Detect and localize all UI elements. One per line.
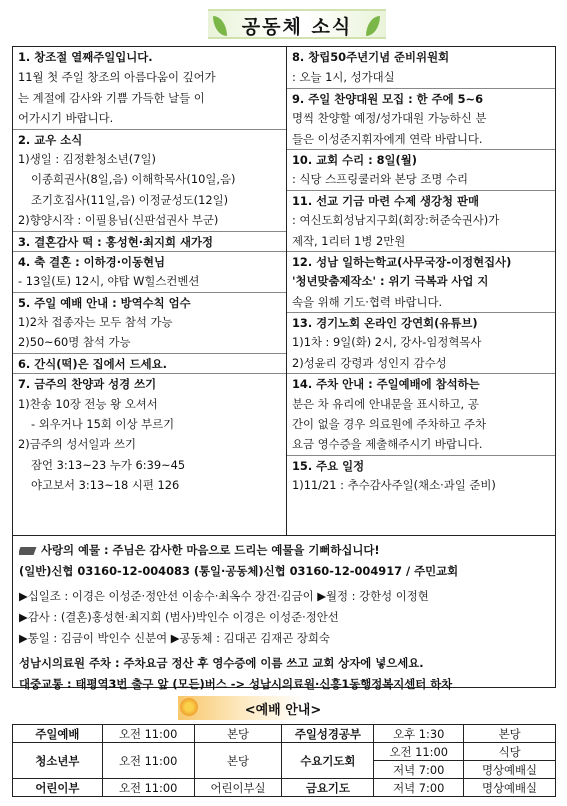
news-item-text: 명씩 찬양할 예정/성가대원 가능하신 분 — [292, 111, 487, 126]
news-item-text: 1)2차 접종자는 모두 참석 가능 — [18, 315, 173, 330]
offering-box — [12, 536, 556, 691]
news-item-heading: 6. 간식(떡)은 집에서 드세요. — [13, 353, 286, 373]
worship-schedule-table — [12, 724, 556, 797]
news-item-text: 이종희권사(8일,음) 이해학목사(10일,음) — [31, 172, 236, 187]
news-item-text: 2)성윤리 강령과 성인지 감수성 — [292, 355, 447, 370]
news-item-heading: 4. 축 결혼 : 이하경·이동현님 — [13, 251, 286, 271]
service-name: 어린이부 — [13, 779, 103, 797]
news-item-text: 요금 영수증을 제출해주시기 바랍니다. — [292, 437, 483, 452]
service-time: 오전 11:00 — [102, 725, 194, 743]
news-item-text: 11월 첫 주일 창조의 아름다움이 깊어가 — [18, 70, 216, 85]
news-item-text: 1)찬송 10장 전능 왕 오셔서 — [18, 396, 158, 411]
news-item-heading: 5. 주일 예배 안내 : 방역수칙 엄수 — [13, 292, 286, 312]
news-item-heading: 8. 창립50주년기념 준비위원회 — [292, 50, 450, 64]
news-item-text: 2)50~60명 참석 가능 — [18, 335, 131, 350]
news-item-text: 조기호집사(11일,음) 이정균성도(12일) — [31, 192, 229, 207]
news-left-column — [13, 47, 287, 535]
service-name: 주일예배 — [13, 725, 103, 743]
title-banner — [0, 6, 567, 42]
news-item-text: 1)1차 : 9일(화) 2시, 강사-임정혁목사 — [292, 335, 482, 350]
news-item-text: : 여신도회성남지구회(회장:허준숙권사)가 — [292, 213, 500, 228]
service-place: 본당 — [464, 725, 556, 743]
table-row — [13, 725, 556, 743]
service-name: 청소년부 — [13, 743, 103, 779]
news-item-text: - 13일(토) 12시, 야탑 W힐스컨벤션 — [18, 274, 200, 289]
service-time: 오전 11:00 — [374, 743, 464, 761]
worship-title: <예배 안내> — [244, 703, 322, 718]
service-place: 본당 — [194, 743, 282, 779]
transit-info: 대중교통 : 태평역3번 출구 앞 (모든)버스 -> 성남시의료원·신흥1동행정복지센터 하차 — [19, 677, 453, 691]
table-row — [13, 779, 556, 797]
donor-line: ▶십일조 : 이경은 이성준·정안선 이송수·최옥수 장건·김금이 ▶월정 : 강한성 이정현 — [19, 589, 429, 603]
news-box — [12, 46, 556, 536]
offering-accounts: (일반)신협 03160-12-004083 (통일·공동체)신협 03160-12-004917 / 주민교회 — [19, 564, 459, 578]
news-item-heading: 12. 성남 일하는학교(사무국장-이정현집사) — [287, 251, 555, 271]
news-item-text: 1)11/21 : 추수감사주일(채소·과일 준비) — [292, 478, 496, 493]
news-item-text: 들은 이성준지휘자에게 연락 바랍니다. — [292, 131, 483, 146]
service-name: 수요기도회 — [282, 743, 374, 779]
news-item-text: 분은 차 유리에 안내문을 표시하고, 공 — [292, 396, 479, 411]
news-item-text: 제작, 1리터 1병 2만원 — [292, 233, 406, 248]
service-place: 명상예배실 — [464, 761, 556, 779]
donor-line: ▶통일 : 김금이 박인수 신분여 ▶공동체 : 김대곤 김재곤 장희숙 — [19, 631, 330, 645]
news-item-heading: 14. 주차 안내 : 주일예배에 참석하는 — [287, 373, 555, 393]
news-item-heading: 15. 주요 일정 — [287, 455, 555, 475]
worship-title-banner — [0, 696, 567, 722]
news-item-heading: 11. 선교 기금 마련 수제 생강청 판매 — [287, 190, 555, 210]
news-item-text: 잠언 3:13~23 누가 6:39~45 — [31, 457, 186, 472]
offering-headline-row — [19, 540, 549, 561]
news-item-heading: 13. 경기노회 온라인 강연회(유튜브) — [287, 312, 555, 332]
news-item-text: 는 계절에 감사와 기쁨 가득한 날들 이 — [18, 90, 205, 105]
service-place: 본당 — [194, 725, 282, 743]
news-item-text: 속을 위해 기도·협력 바랍니다. — [292, 294, 443, 309]
news-right-column — [287, 47, 555, 535]
news-item-heading: 10. 교회 수리 : 8일(월) — [287, 149, 555, 169]
service-time: 오후 1:30 — [374, 725, 464, 743]
table-row — [13, 743, 556, 761]
service-name: 금요기도 — [282, 779, 374, 797]
news-item-text: : 오늘 1시, 성가대실 — [292, 70, 395, 85]
news-item-heading: 3. 결혼감사 떡 : 홍성현·최지희 새가정 — [13, 231, 286, 251]
service-time: 저녁 7:00 — [374, 779, 464, 797]
service-place: 어린이부실 — [194, 779, 282, 797]
offering-headline: 사랑의 예물 : 주님은 감사한 마음으로 드리는 예물을 기뻐하십니다! — [41, 543, 380, 557]
service-time: 오전 11:00 — [102, 779, 194, 797]
news-item-heading: 2. 교우 소식 — [13, 129, 286, 149]
news-item-text: 야고보서 3:13~18 시편 126 — [31, 478, 180, 493]
donor-line: ▶감사 : (결혼)홍성현·최지희 (범사)박인수 이경은 이성준·정안선 — [19, 610, 339, 624]
service-time: 저녁 7:00 — [374, 761, 464, 779]
parking-info: 성남시의료원 주차 : 주차요금 정산 후 영수증에 이름 쓰고 교회 상자에 넣으세요. — [19, 656, 424, 670]
page-title: 공동체 소식 — [241, 16, 353, 38]
news-item-text: 어가시기 바랍니다. — [18, 111, 114, 126]
news-item-heading: 9. 주일 찬양대원 모집 : 한 주에 5~6 — [287, 88, 555, 108]
news-item-text: 2)금주의 성서일과 쓰기 — [18, 437, 136, 452]
news-item-heading: 1. 창조절 열째주일입니다. — [18, 50, 153, 64]
service-time: 오전 11:00 — [102, 743, 194, 779]
news-item-heading: 7. 금주의 찬양과 성경 쓰기 — [13, 373, 286, 393]
service-place: 식당 — [464, 743, 556, 761]
news-item-text: 1)생일 : 김정환청소년(7일) — [18, 151, 156, 166]
news-item-heading: '청년맞춤제작소' : 위기 극복과 사업 지 — [292, 274, 489, 289]
pencil-icon — [19, 547, 36, 555]
news-item-text: 2)향양시작 : 이필용님(신판섭권사 부군) — [18, 213, 219, 228]
service-name: 주일성경공부 — [282, 725, 374, 743]
news-item-text: : 식당 스프링쿨러와 본당 조명 수리 — [292, 172, 468, 187]
news-item-text: 간이 없을 경우 의료원에 주차하고 주차 — [292, 417, 487, 432]
service-place: 명상예배실 — [464, 779, 556, 797]
news-item-text: - 외우거나 15회 이상 부르기 — [31, 417, 175, 432]
